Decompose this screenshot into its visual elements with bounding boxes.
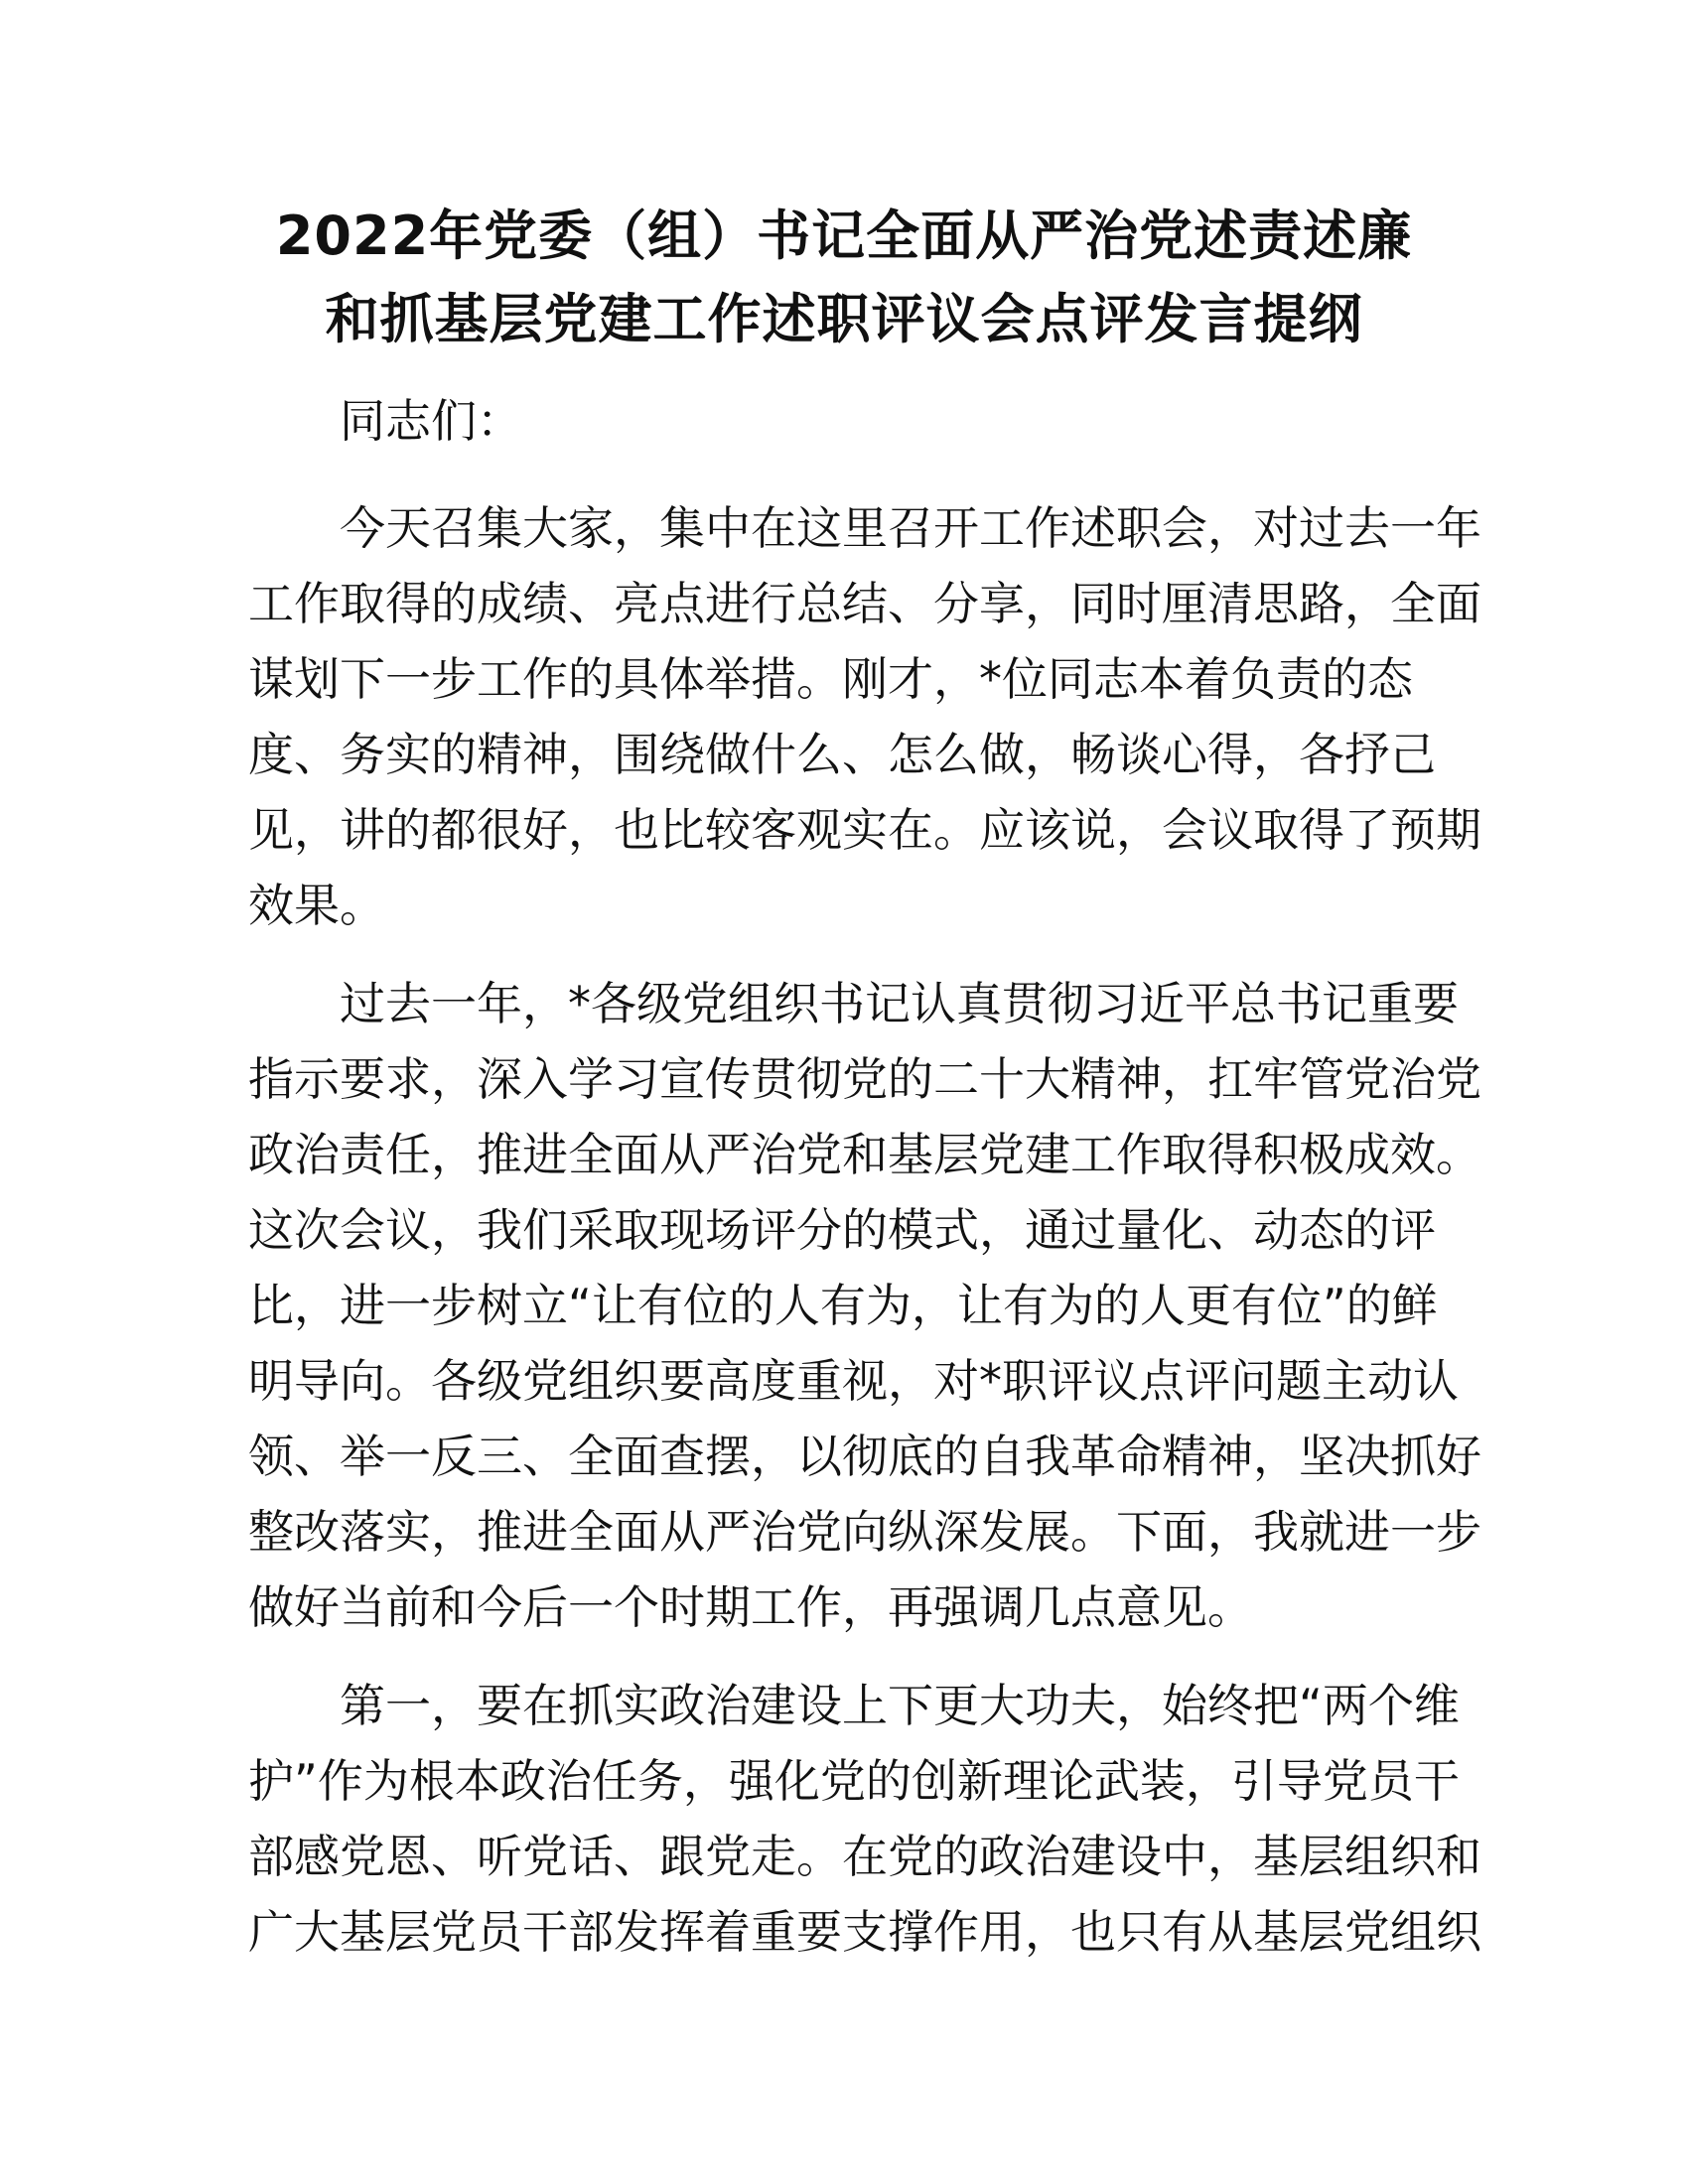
document-body xyxy=(248,383,1481,1992)
paragraph-line: 部感党恩、听党话、跟党走。在党的政治建设中，基层组织和 xyxy=(248,1830,1481,1883)
paragraph-1 xyxy=(248,490,1481,943)
paragraph-line: 广大基层党员干部发挥着重要支撑作用，也只有从基层党组织 xyxy=(248,1905,1481,1959)
paragraph-2 xyxy=(248,966,1481,1645)
paragraph-line: 今天召集大家，集中在这里召开工作述职会，对过去一年 xyxy=(340,501,1481,555)
paragraph-line: 过去一年，*各级党组织书记认真贯彻习近平总书记重要 xyxy=(340,977,1459,1030)
paragraph-line: 效果。 xyxy=(248,879,385,932)
paragraph-line: 指示要求，深入学习宣传贯彻党的二十大精神，扛牢管党治党 xyxy=(248,1052,1481,1106)
paragraph-line: 这次会议，我们采取现场评分的模式，通过量化、动态的评 xyxy=(248,1203,1436,1257)
paragraph-3 xyxy=(248,1668,1481,1970)
paragraph-line: 领、举一反三、全面查摆，以彻底的自我革命精神，坚决抓好 xyxy=(248,1430,1481,1483)
paragraph-line: 比，进一步树立“让有位的人有为，让有为的人更有位”的鲜 xyxy=(248,1279,1438,1332)
paragraph-line: 明导向。各级党组织要高度重视，对*职评议点评问题主动认 xyxy=(248,1354,1459,1408)
paragraph-line: 护”作为根本政治任务，强化党的创新理论武装，引导党员干 xyxy=(248,1754,1460,1808)
paragraph-line: 第一，要在抓实政治建设上下更大功夫，始终把“两个维 xyxy=(340,1679,1460,1732)
paragraph-line: 谋划下一步工作的具体举措。刚才，*位同志本着负责的态 xyxy=(248,652,1413,706)
title-line: 2022年党委（组）书记全面从严治党述责述廉 xyxy=(275,205,1413,267)
paragraph-line: 做好当前和今后一个时期工作，再强调几点意见。 xyxy=(248,1580,1253,1634)
greeting xyxy=(248,383,1440,459)
paragraph-line: 整改落实，推进全面从严治党向纵深发展。下面，我就进一步 xyxy=(248,1505,1481,1559)
title-line: 和抓基层党建工作述职评议会点评发言提纲 xyxy=(325,288,1363,350)
paragraph-line: 度、务实的精神，围绕做什么、怎么做，畅谈心得，各抒己 xyxy=(248,728,1436,781)
greeting-text: 同志们： xyxy=(340,394,522,448)
document-title xyxy=(238,195,1450,361)
paragraph-line: 政治责任，推进全面从严治党和基层党建工作取得积极成效。 xyxy=(248,1128,1481,1181)
paragraph-line: 见，讲的都很好，也比较客观实在。应该说，会议取得了预期 xyxy=(248,803,1481,857)
paragraph-line: 工作取得的成绩、亮点进行总结、分享，同时厘清思路，全面 xyxy=(248,577,1481,630)
